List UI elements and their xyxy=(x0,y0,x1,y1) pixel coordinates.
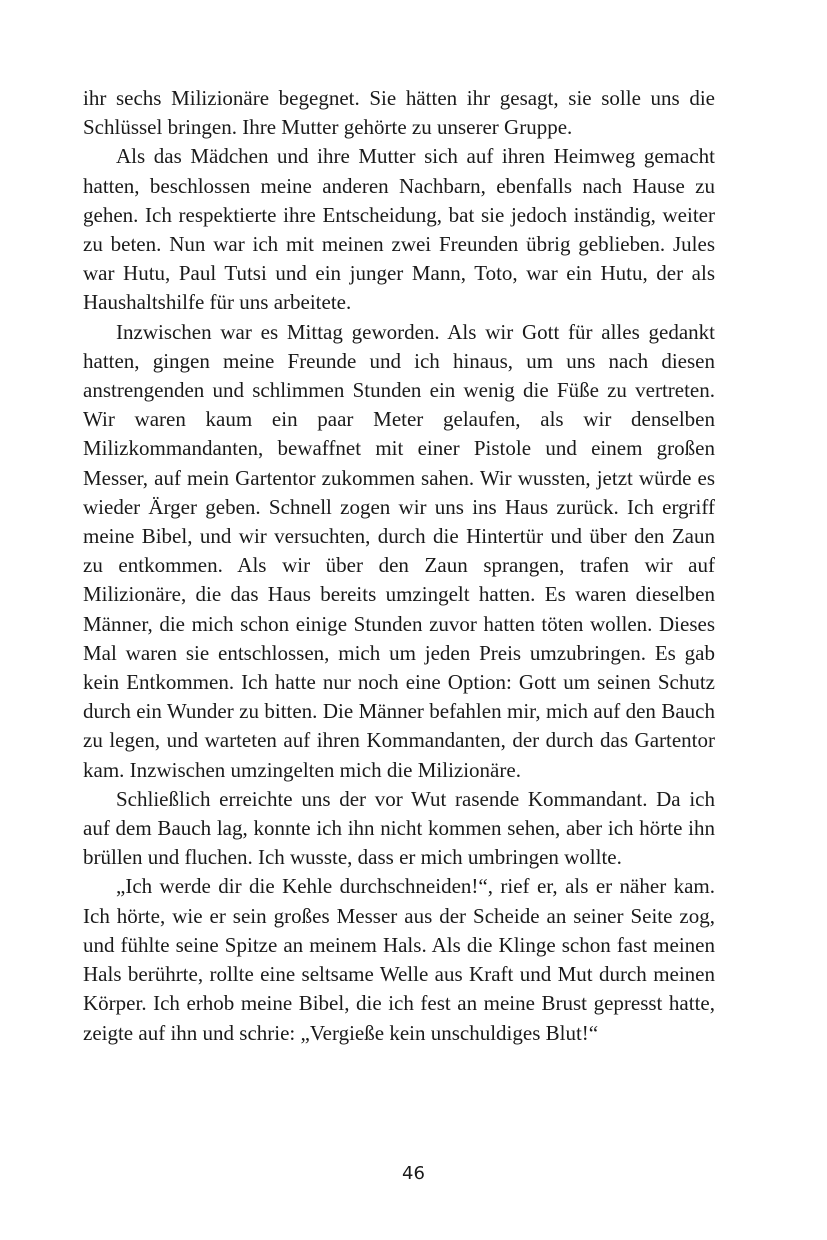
paragraph-neighbors-leave: Als das Mädchen und ihre Mutter sich auf ihren Heimweg gemacht hatten, beschlossen meine anderen Nachbarn, ebenfalls nach Hause zu gehen. Ich respektierte ihre Entscheidung, bat sie jedoch inständig, weiter zu beten. Nun war ich mit meinen zwei Freunden übrig geblieben. Jules war Hutu, Paul Tutsi und ein junger Mann, Toto, war ein Hutu, der als Haushaltshilfe für uns arbeitete. xyxy=(83,144,715,315)
paragraph-continuation: ihr sechs Milizionäre begegnet. Sie hätten ihr gesagt, sie solle uns die Schlüssel bringen. Ihre Mutter gehörte zu unserer Gruppe. xyxy=(83,86,715,140)
page-body xyxy=(83,84,715,1048)
paragraph-commandant-arrives: Schließlich erreichte uns der vor Wut rasende Kommandant. Da ich auf dem Bauch lag, konnte ich ihn nicht kommen sehen, aber ich hörte ihn brüllen und fluchen. Ich wusste, dass er mich umbringen wollte. xyxy=(83,786,715,870)
page-number: 46 xyxy=(402,1163,425,1184)
paragraph-militia-return: Inzwischen war es Mittag geworden. Als wir Gott für alles gedankt hatten, gingen meine Freunde und ich hinaus, um uns nach diesen anstrengenden und schlimmen Stunden ein wenig die Füße zu vertreten. Wir waren kaum ein paar Meter gelaufen, als wir denselben Milizkommandanten, bewaffnet mit einer Pistole und einem großen Messer, auf mein Gartentor zukommen sahen. Wir wussten, jetzt würde es wieder Ärger geben. Schnell zogen wir uns ins Haus zurück. Ich ergriff meine Bibel, und wir versuchten, durch die Hintertür und über den Zaun zu entkommen. Als wir über den Zaun sprangen, trafen wir auf Milizionäre, die das Haus bereits umzingelt hatten. Es waren dieselben Männer, die mich schon einige Stunden zuvor hatten töten wollen. Dieses Mal waren sie entschlossen, mich um jeden Preis umzubringen. Es gab kein Entkommen. Ich hatte nur noch eine Option: Gott um seinen Schutz durch ein Wunder zu bitten. Die Männer befahlen mir, mich auf den Bauch zu legen, und warteten auf ihren Kommandanten, der durch das Gartentor kam. Inzwischen umzingelten mich die Milizionäre. xyxy=(83,319,715,782)
paragraph-knife-at-throat: „Ich werde dir die Kehle durchschneiden!“, rief er, als er näher kam. Ich hörte, wie er sein großes Messer aus der Scheide an seiner Seite zog, und fühlte seine Spitze an meinem Hals. Als die Klinge schon fast meinen Hals berührte, rollte eine seltsame Welle aus Kraft und Mut durch meinen Körper. Ich erhob meine Bibel, die ich fest an meine Brust gepresst hatte, zeigte auf ihn und schrie: „Vergieße kein unschuldiges Blut!“ xyxy=(83,874,715,1045)
